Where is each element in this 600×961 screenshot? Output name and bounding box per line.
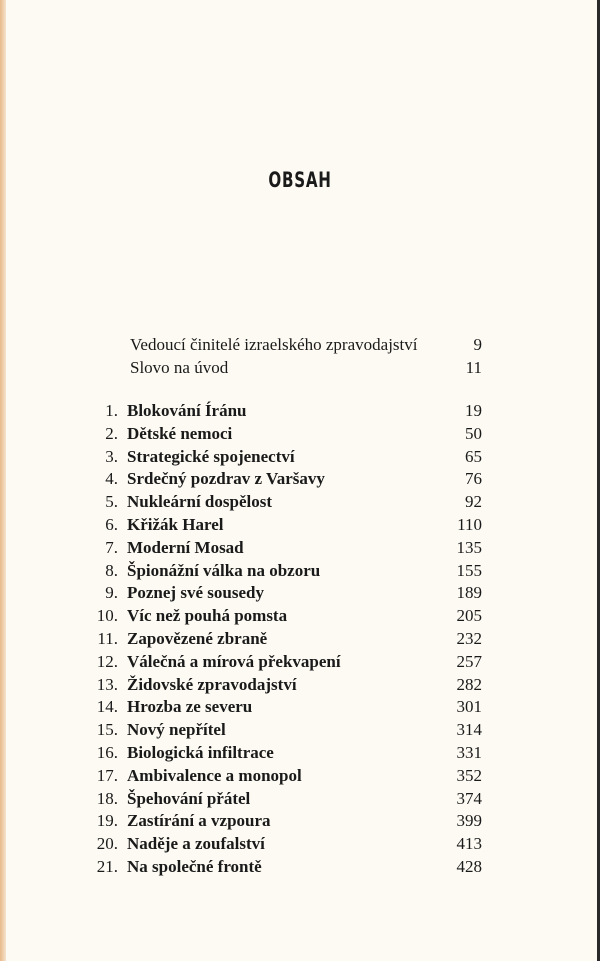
entry-title: Srdečný pozdrav z Varšavy <box>127 469 325 489</box>
entry-title: Na společné frontě <box>127 857 262 876</box>
page-number: 399 <box>456 811 482 831</box>
chapter-entry <box>0 696 600 718</box>
chapter-entry <box>0 810 600 832</box>
page-number: 189 <box>456 583 482 603</box>
chapter-entry <box>0 400 600 422</box>
entry-title: Hrozba ze severu <box>127 697 253 717</box>
chapter-number: 18. <box>96 788 118 808</box>
chapter-number: 5. <box>105 492 118 512</box>
chapter-entry <box>0 514 600 536</box>
entry-title: Vedoucí činitelé izraelského zpravodajství <box>130 335 418 354</box>
page-number: 314 <box>456 720 482 740</box>
page-number: 11 <box>465 358 482 377</box>
entry-title: Zastírání a vzpoura <box>127 811 271 831</box>
page-number: 9 <box>473 335 482 354</box>
chapter-entry <box>0 651 600 673</box>
page-number: 374 <box>456 788 482 808</box>
page-number: 19 <box>465 401 482 420</box>
chapter-number: 10. <box>96 606 118 626</box>
chapter-entry <box>0 446 600 468</box>
front-matter-entry <box>0 357 600 379</box>
page-number: 352 <box>456 765 482 785</box>
chapter-entry <box>0 468 600 490</box>
entry-title: Válečná a mírová překvapení <box>127 651 341 671</box>
chapter-entry <box>0 628 600 650</box>
entry-title: Moderní Mosad <box>127 537 244 557</box>
chapter-entry <box>0 765 600 787</box>
front-matter-entry <box>0 334 600 356</box>
chapter-entry <box>0 423 600 445</box>
chapter-number: 9. <box>105 583 118 603</box>
entry-title: Strategické spojenectví <box>127 446 295 466</box>
chapter-number: 16. <box>96 743 118 762</box>
page-number: 205 <box>456 606 482 626</box>
entry-title: Biologická infiltrace <box>127 743 274 762</box>
chapter-number: 13. <box>96 674 118 694</box>
chapter-number: 12. <box>96 651 118 671</box>
page-number: 428 <box>456 857 482 876</box>
page-number: 76 <box>465 469 482 489</box>
chapter-entry <box>0 560 600 582</box>
chapter-entry <box>0 856 600 878</box>
chapter-number: 21. <box>96 857 118 876</box>
chapter-number: 6. <box>105 515 118 534</box>
page-number: 257 <box>456 651 482 671</box>
page-number: 282 <box>456 674 482 694</box>
chapter-number: 19. <box>96 811 118 831</box>
page-number: 65 <box>465 446 482 466</box>
chapter-entry <box>0 742 600 764</box>
chapter-entry <box>0 582 600 604</box>
entry-title: Křižák Harel <box>127 515 224 534</box>
page-number: 135 <box>456 537 482 557</box>
page-number: 413 <box>456 834 482 854</box>
chapter-entry <box>0 537 600 559</box>
page-number: 232 <box>456 629 482 648</box>
entry-title: Nový nepřítel <box>127 720 226 740</box>
chapter-entry <box>0 674 600 696</box>
entry-title: Ambivalence a monopol <box>127 765 302 785</box>
chapter-number: 14. <box>96 697 118 717</box>
chapter-entry <box>0 833 600 855</box>
entry-title: Víc než pouhá pomsta <box>127 606 288 626</box>
chapter-number: 7. <box>105 537 118 557</box>
entry-title: Zapovězené zbraně <box>127 629 268 648</box>
entry-title: Poznej své sousedy <box>127 583 264 603</box>
page-number: 92 <box>465 492 482 512</box>
chapter-entry <box>0 719 600 741</box>
page-number: 110 <box>457 515 482 534</box>
chapter-entry <box>0 491 600 513</box>
page-title: OBSAH <box>268 168 332 192</box>
page-number: 50 <box>465 423 482 443</box>
chapter-number: 3. <box>105 446 118 466</box>
chapter-number: 1. <box>105 401 118 420</box>
entry-title: Špehování přátel <box>127 788 251 808</box>
entry-title: Nukleární dospělost <box>127 492 272 512</box>
chapter-number: 17. <box>96 765 118 785</box>
page-number: 301 <box>456 697 482 717</box>
chapter-number: 15. <box>96 720 118 740</box>
chapter-number: 11. <box>97 629 118 648</box>
page-number: 155 <box>456 560 482 580</box>
entry-title: Slovo na úvod <box>130 358 229 377</box>
chapter-entry <box>0 605 600 627</box>
chapter-entry <box>0 788 600 810</box>
page-number: 331 <box>456 743 482 762</box>
chapter-number: 4. <box>105 469 118 489</box>
entry-title: Blokování Íránu <box>127 401 247 420</box>
entry-title: Dětské nemoci <box>127 423 233 443</box>
entry-title: Naděje a zoufalství <box>127 834 265 854</box>
chapter-number: 2. <box>105 423 118 443</box>
chapter-number: 8. <box>105 560 118 580</box>
entry-title: Židovské zpravodajství <box>127 674 297 694</box>
chapter-number: 20. <box>96 834 118 854</box>
entry-title: Špionážní válka na obzoru <box>127 560 321 580</box>
